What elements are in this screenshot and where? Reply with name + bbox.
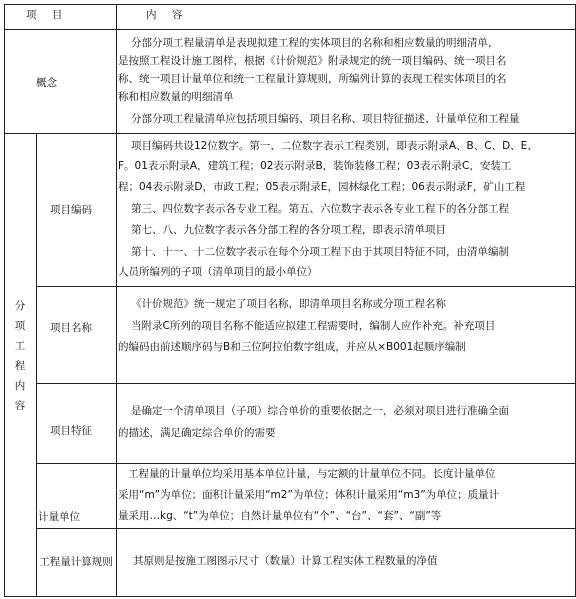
feature-label: 项目特征 xyxy=(50,425,92,437)
concept-line: 分部分项工程量清单是表现拟建工程的实体项目的名称和相应数量的明细清单， xyxy=(131,37,499,49)
code-line: 第三、四位数字表示各专业工程。第五、六位数字表示各专业工程下的各分部工程 xyxy=(131,203,509,215)
concept-line: 是按照工程设计施工图样，根据《计价规范》附录规定的统一项目编码、统一项目名 xyxy=(118,55,507,67)
table-border-left xyxy=(4,4,5,597)
rule-label: 工程量计算规则 xyxy=(39,556,113,568)
table-rule-header xyxy=(4,29,575,30)
unit-line: 量采用…kg、“t”为单位；自然计量单位有“个”、“台”、“套”、“副”等 xyxy=(118,510,442,522)
table-rule-section xyxy=(36,133,37,597)
name-line: 的编码由前述顺序码与B和三位阿拉伯数字组成，并应从×B001起顺序编制 xyxy=(118,341,466,353)
code-label: 项目编码 xyxy=(50,204,92,216)
code-line: 第十、十一、十二位数字表示在每个分项工程下由于其项目特征不同，由清单编制 xyxy=(131,246,509,258)
section-label-char: 容 xyxy=(14,400,26,412)
concept-line: 分部分项工程量清单应包括项目编码、项目名称、项目特征描述、计量单位和工程量 xyxy=(131,113,520,125)
code-line: F。01表示附录A，建筑工程；02表示附录B，装饰装修工程；03表示附录C，安装工 xyxy=(118,160,512,172)
section-label-char: 程 xyxy=(14,360,26,372)
code-line: 程；04表示附录D，市政工程；05表示附录E，园林绿化工程；06表示附录F，矿山工程 xyxy=(118,181,526,193)
header-item: 项 目 xyxy=(26,9,69,21)
feature-line: 的描述，满足确定综合单价的需要 xyxy=(118,427,276,439)
table-border-top xyxy=(4,4,575,5)
table-border-bottom xyxy=(4,596,575,597)
table-rule-concept xyxy=(4,133,575,134)
section-label-char: 分 xyxy=(14,300,26,312)
name-label: 项目名称 xyxy=(50,322,92,334)
code-line: 第七、八、九位数字表示各分部工程的各分项工程，即表示清单项目 xyxy=(131,224,446,236)
concept-line: 称、统一项目计量单位和统一工程量计算规则，所编列计算的表现工程实体项目的名 xyxy=(118,73,507,85)
section-label-char: 内 xyxy=(14,380,26,392)
unit-line: 采用“m”为单位；面积计量采用“m2”为单位；体积计量采用“m3”为单位；质量计 xyxy=(118,489,500,501)
name-line: 《计价规范》统一规定了项目名称，即清单项目名称或分项工程名称 xyxy=(131,298,446,310)
code-line: 人员所编列的子项（清单项目的最小单位） xyxy=(118,266,318,278)
section-label-char: 项 xyxy=(14,320,26,332)
code-line: 项目编码共设12位数字。第一、二位数字表示工程类别，即表示附录A、B、C、D、E、 xyxy=(131,140,538,152)
section-label-char: 工 xyxy=(14,340,26,352)
rule-line: 其原则是按施工图图示尺寸（数量）计算工程实体工程数量的净值 xyxy=(133,555,438,567)
concept-line: 称和相应数量的明细清单 xyxy=(118,91,234,103)
unit-label: 计量单位 xyxy=(38,511,80,523)
feature-line: 是确定一个清单项目（子项）综合单价的重要依据之一，必须对项目进行准确全面 xyxy=(131,405,509,417)
concept-label: 概念 xyxy=(36,77,57,89)
name-line: 当附录C所列的项目名称不能适应拟建工程需要时，编制人应作补充。补充项目 xyxy=(131,320,496,332)
header-content: 内 容 xyxy=(146,9,189,21)
table-rule-label xyxy=(116,4,117,597)
unit-line: 工程量的计量单位均采用基本单位计量，与定额的计量单位不同。长度计量单位 xyxy=(128,468,496,480)
